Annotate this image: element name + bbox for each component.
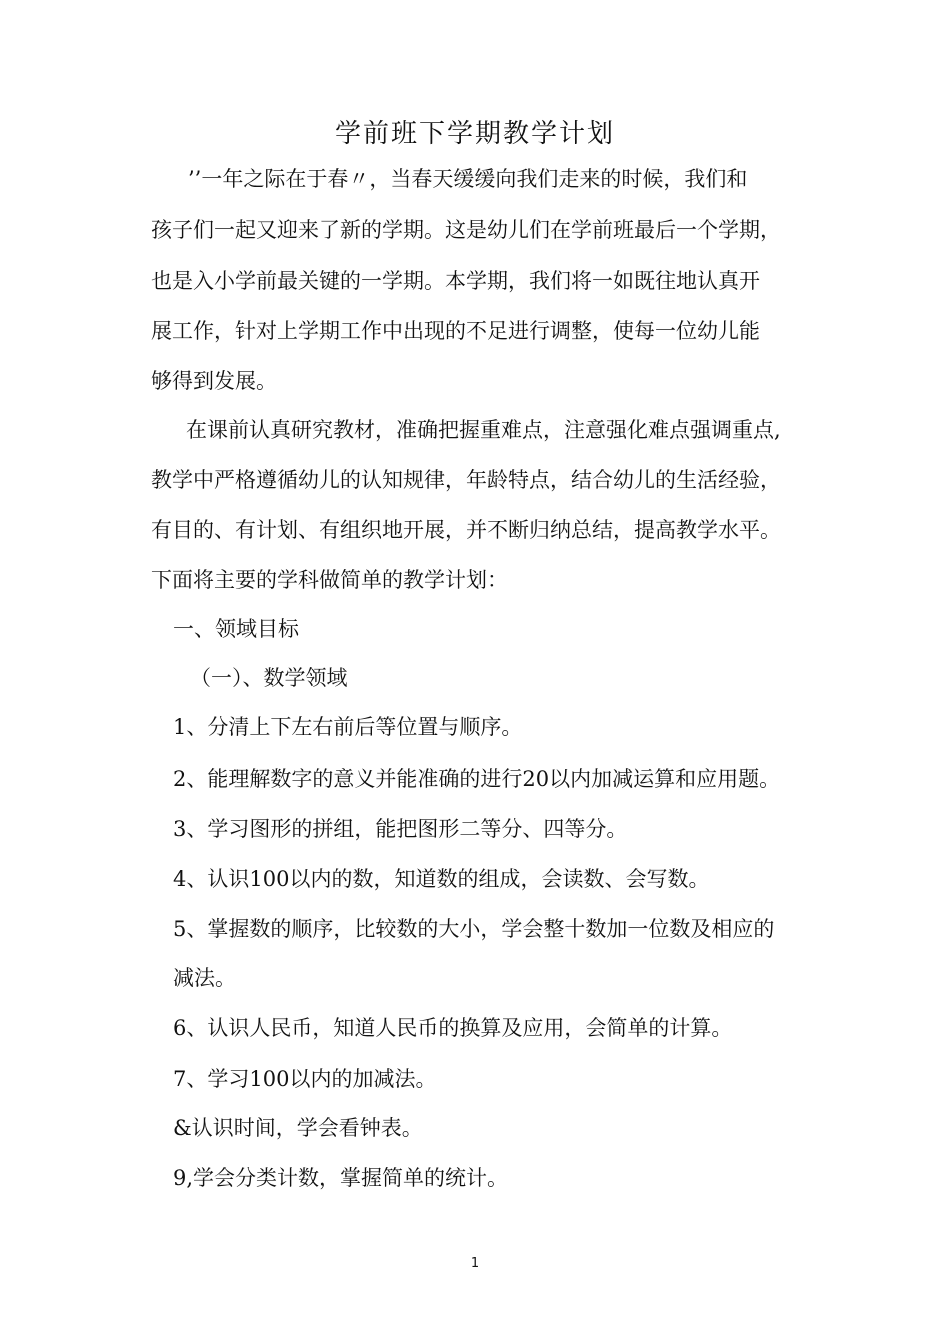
method-line-2: 教学中严格遵循幼儿的认知规律，年龄特点，结合幼儿的生活经验， [151, 468, 781, 492]
goal-item-8: &认识时间，学会看钟表。 [173, 1116, 423, 1140]
goal-item-6: 6、认识人民币，知道人民币的换算及应用，会简单的计算。 [173, 1016, 733, 1040]
goal-item-9: 9,学会分类计数，掌握简单的统计。 [173, 1166, 509, 1190]
goal-item-4: 4、认识100以内的数，知道数的组成，会读数、会写数。 [173, 867, 710, 891]
goal-item-3: 3、学习图形的拼组，能把图形二等分、四等分。 [173, 817, 628, 841]
section-heading: 一、领域目标 [173, 617, 299, 641]
goal-item-2: 2、能理解数字的意义并能准确的进行20以内加减运算和应用题。 [173, 767, 781, 791]
intro-line-1: ’’一年之际在于春〃，当春天缓缓向我们走来的时候，我们和 [188, 167, 748, 191]
subsection-heading: （一）、数学领域 [190, 666, 348, 690]
method-line-3: 有目的、有计划、有组织地开展，并不断归纳总结，提高教学水平。 [151, 518, 781, 542]
method-line-1: 在课前认真研究教材，准确把握重难点，注意强化难点强调重点, [186, 418, 781, 442]
goal-item-5: 5、掌握数的顺序，比较数的大小，学会整十数加一位数及相应的 [173, 917, 775, 941]
document-title: 学前班下学期教学计划 [334, 119, 615, 149]
goal-item-1: 1、分清上下左右前后等位置与顺序。 [173, 715, 523, 739]
page-number: 1 [470, 1256, 480, 1271]
intro-line-2: 孩子们一起又迎来了新的学期。这是幼儿们在学前班最后一个学期， [151, 218, 781, 242]
method-line-4: 下面将主要的学科做简单的教学计划： [151, 568, 508, 592]
intro-line-5: 够得到发展。 [151, 369, 277, 393]
intro-line-3: 也是入小学前最关键的一学期。本学期，我们将一如既往地认真开 [151, 269, 760, 293]
goal-item-7: 7、学习100以内的加减法。 [173, 1067, 437, 1091]
goal-item-5-continued: 减法。 [173, 966, 236, 990]
intro-line-4: 展工作，针对上学期工作中出现的不足进行调整，使每一位幼儿能 [151, 319, 760, 343]
